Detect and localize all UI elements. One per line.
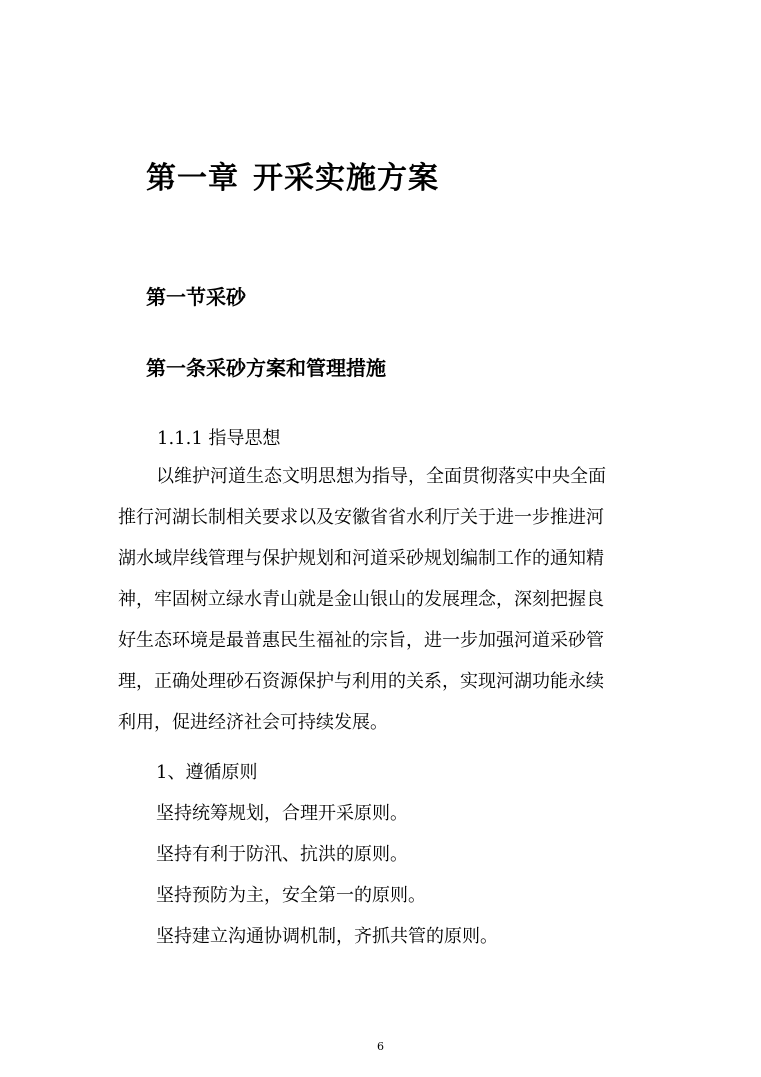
paragraph-line: 理，正确处理砂石资源保护与利用的关系，实现河湖功能永续 — [118, 671, 604, 692]
principles-heading: 1、遵循原则 — [156, 762, 258, 783]
principle-item: 坚持建立沟通协调机制，齐抓共管的原则。 — [156, 926, 498, 947]
paragraph-line: 湖水域岸线管理与保护规划和河道采砂规划编制工作的通知精 — [118, 548, 604, 569]
article-title: 第一条采砂方案和管理措施 — [146, 356, 386, 380]
principle-item: 坚持有利于防汛、抗洪的原则。 — [156, 844, 408, 865]
paragraph-line: 好生态环境是最普惠民生福祉的宗旨，进一步加强河道采砂管 — [118, 630, 604, 651]
chapter-name: 开采实施方案 — [253, 161, 439, 196]
page-number: 6 — [377, 1040, 384, 1053]
chapter-title — [146, 153, 439, 197]
section-title: 第一节采砂 — [146, 285, 246, 309]
principle-item: 坚持预防为主，安全第一的原则。 — [156, 885, 426, 906]
body-paragraph — [118, 456, 638, 743]
subheading-guiding-ideology: 1.1.1 指导思想 — [157, 428, 281, 449]
paragraph-line: 神，牢固树立绿水青山就是金山银山的发展理念，深刻把握良 — [118, 589, 604, 610]
paragraph-line: 以维护河道生态文明思想为指导，全面贯彻落实中央全面 — [156, 466, 606, 487]
chapter-number: 第一章 — [146, 161, 239, 196]
paragraph-line: 利用，促进经济社会可持续发展。 — [118, 712, 388, 733]
paragraph-line: 推行河湖长制相关要求以及安徽省省水利厅关于进一步推进河 — [118, 507, 604, 528]
principle-item: 坚持统筹规划，合理开采原则。 — [156, 803, 408, 824]
